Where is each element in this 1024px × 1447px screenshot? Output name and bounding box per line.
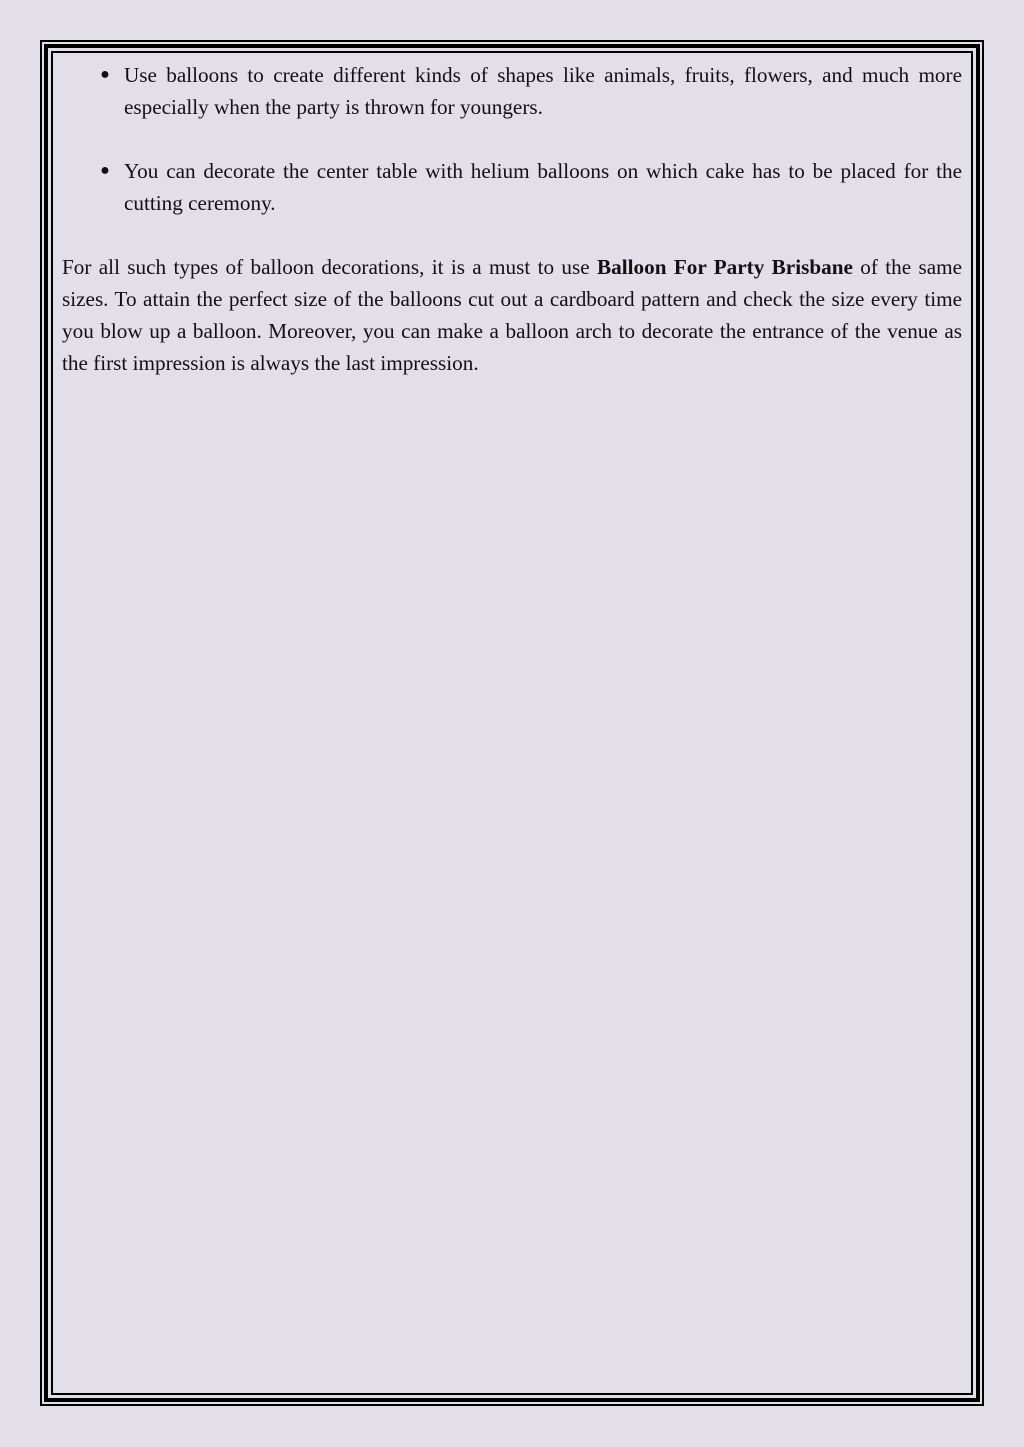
keyword-link-text: Balloon For Party Brisbane bbox=[597, 255, 853, 279]
paragraph-text-start: For all such types of balloon decorations, it is a must to use bbox=[62, 255, 598, 279]
bullet-icon: ● bbox=[100, 162, 110, 179]
document-body bbox=[62, 59, 962, 379]
list-item bbox=[62, 59, 962, 123]
paragraph-text-end: of the same sizes. To attain the perfect size of the balloons cut out a cardboard pattern and check the size every time you blow up a balloon. Moreover, you can make a balloon arch to decorate the entrance of the venue as the first impression is always the last impression. bbox=[62, 255, 962, 375]
bullet-text: You can decorate the center table with helium balloons on which cake has to be placed for the cutting ceremony. bbox=[124, 159, 962, 215]
list-item bbox=[62, 155, 962, 219]
bullet-icon: ● bbox=[100, 66, 110, 83]
body-paragraph bbox=[62, 251, 962, 379]
bullet-text: Use balloons to create different kinds of shapes like animals, fruits, flowers, and much more especially when the party is thrown for youngers. bbox=[124, 63, 962, 119]
bullet-list bbox=[62, 59, 962, 219]
